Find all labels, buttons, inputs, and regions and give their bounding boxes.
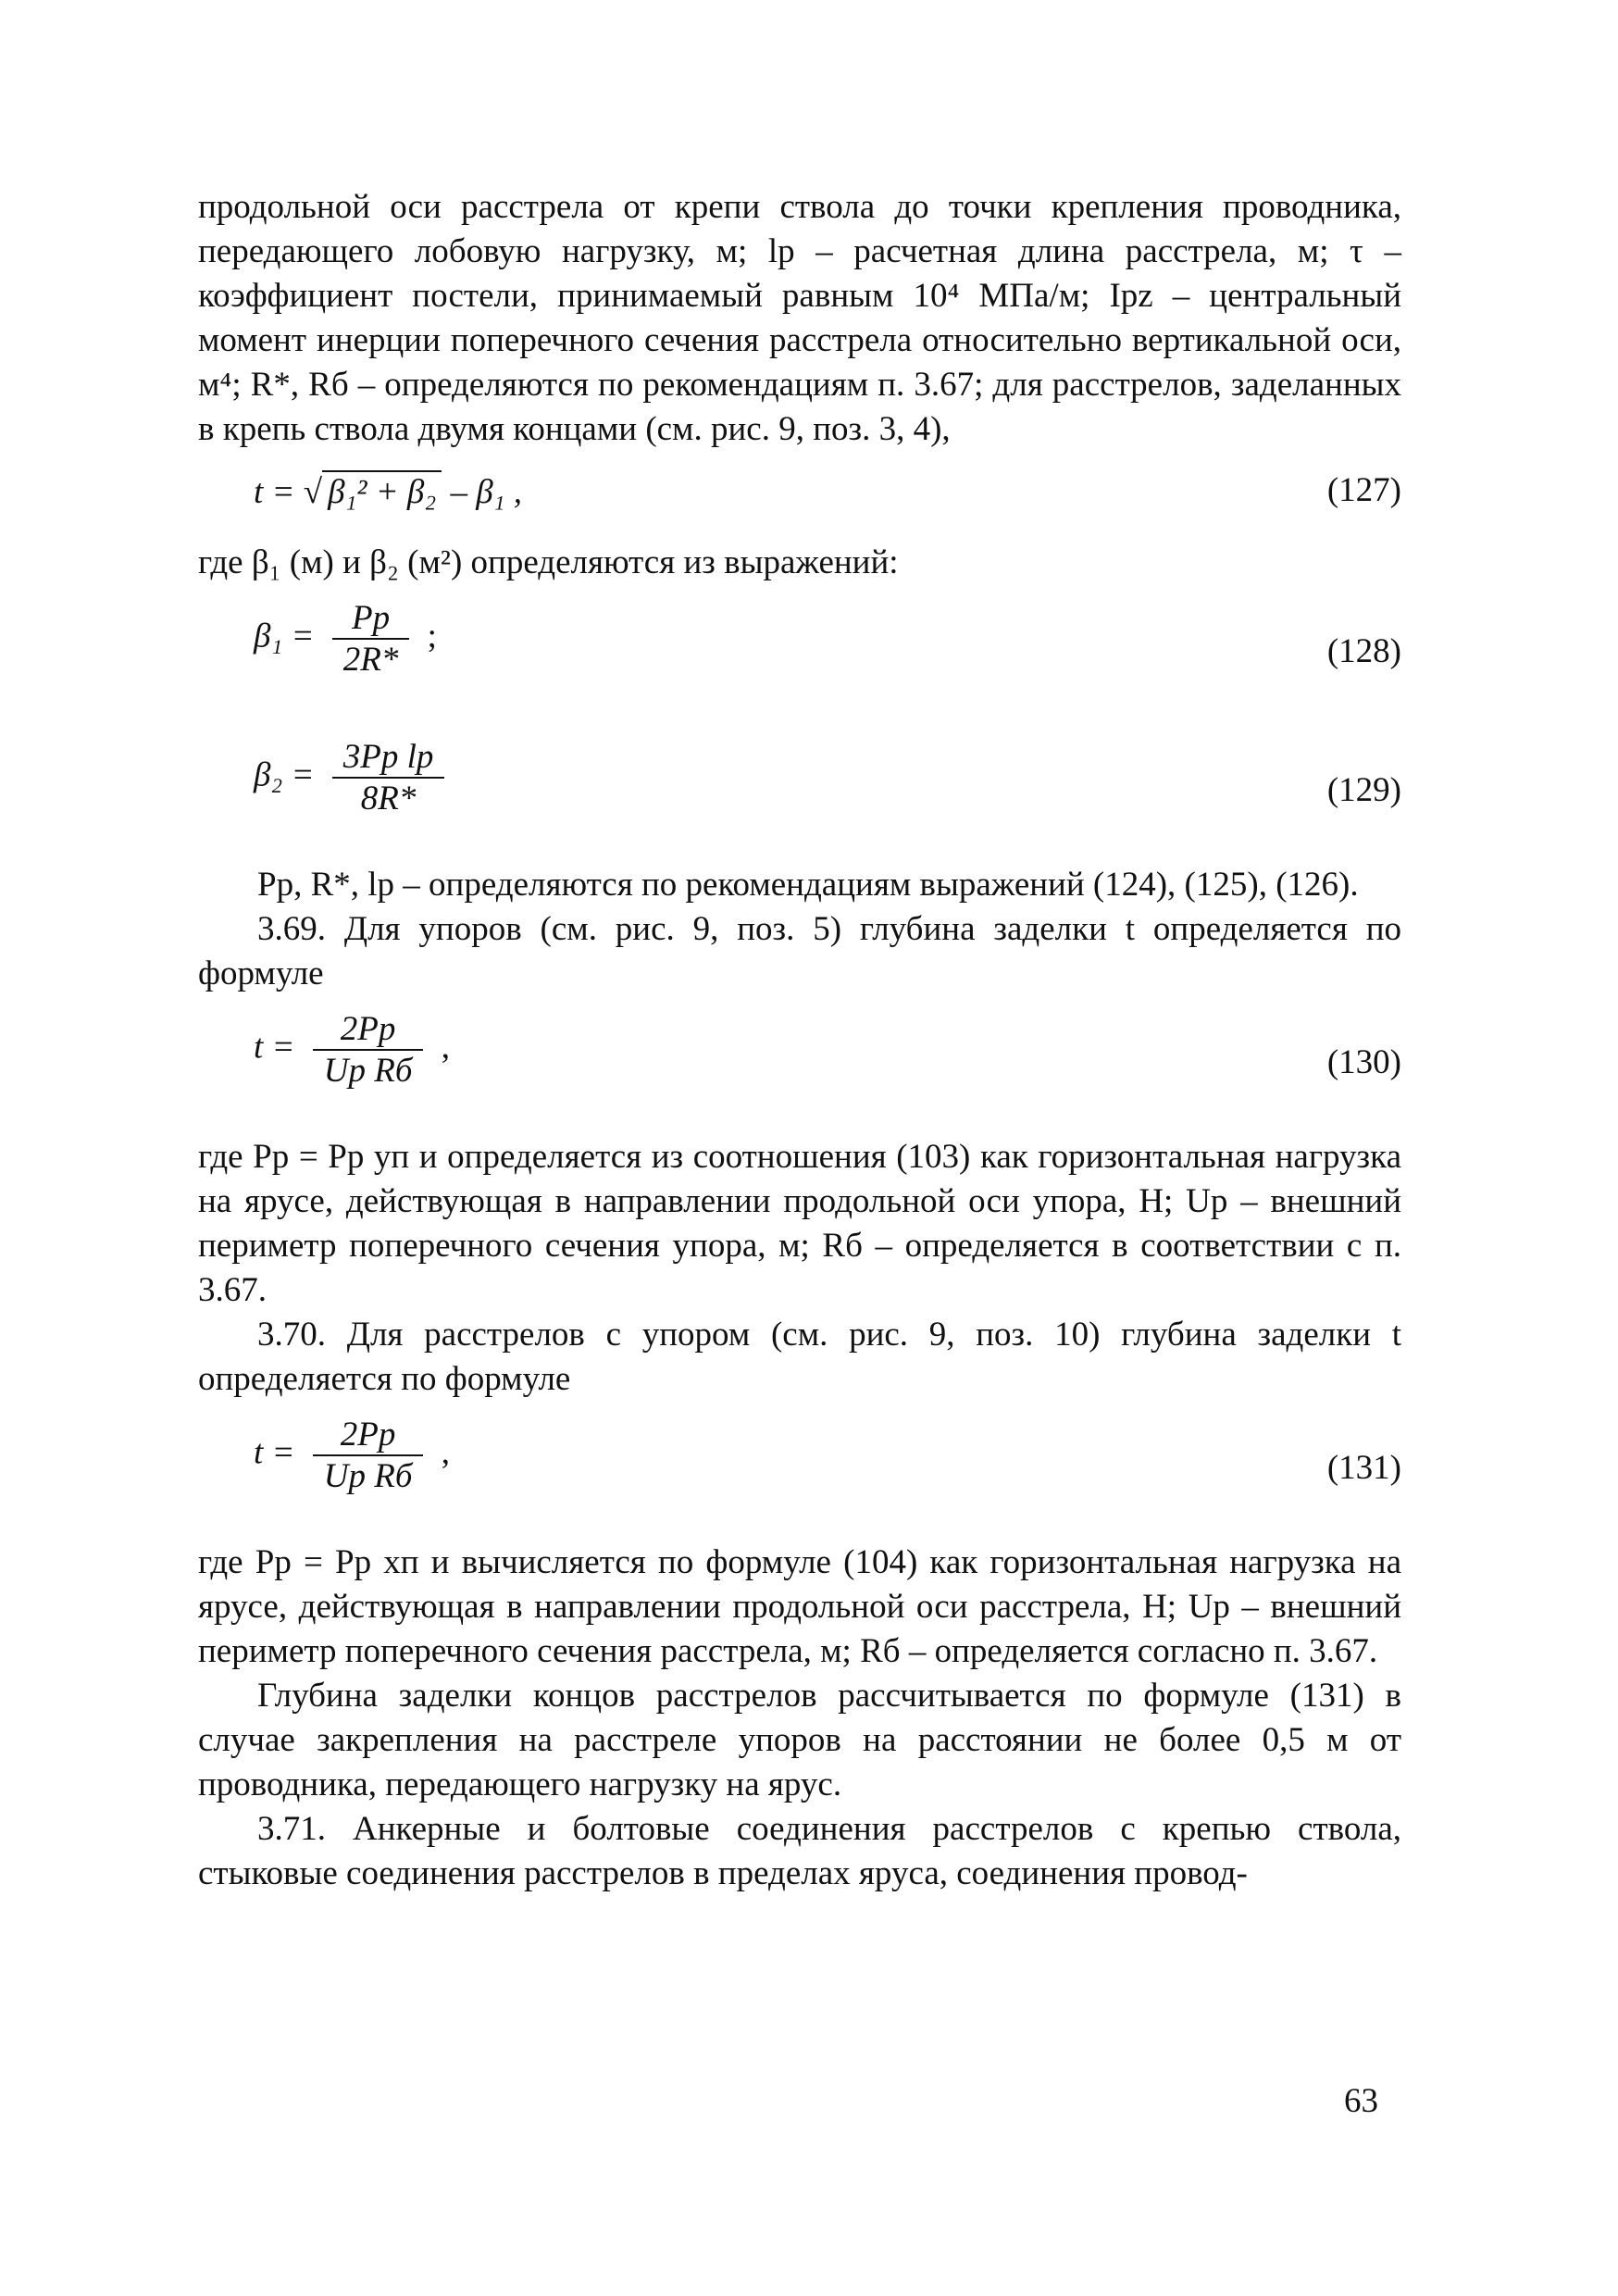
page-number: 63 <box>1344 2082 1378 2120</box>
equation-lhs: t = <box>254 1028 295 1067</box>
fraction <box>332 598 410 680</box>
numerator: Pр <box>352 599 391 637</box>
fraction <box>332 737 445 818</box>
sqrt-content: β₁² + β₂ <box>322 470 442 512</box>
paragraph: 3.71. Анкерные и болтовые соединения расстрелов с крепью ствола, стыковые соединения расстрелов в пределах яруса, соединения провод- <box>198 1810 1401 1892</box>
equation-tail: , <box>441 1433 450 1472</box>
paragraph: Глубина заделки концов расстрелов рассчитывается по формуле (131) в случае закрепления на расстреле упоров на расстоянии не более 0,5 м от проводника, передающего нагрузку на ярус. <box>198 1677 1401 1803</box>
equation-127 <box>198 452 1401 541</box>
equation-lhs: β₂ = <box>254 755 315 794</box>
paragraph: продольной оси расстрела от крепи ствола до точки крепления проводника, передающего лобовую нагрузку, м; lр – расчетная длина расстрела, м; τ – коэффициент постели, принимаемый равным 10⁴ МПа/м; Ipz – центральный момент инерции поперечного сечения расстрела относительно вертикальной оси, м⁴; R*, Rб – определяются по рекомендациям п. 3.67; для расстрелов, заделанных в крепь ствола двумя концами (см. рис. 9, поз. 3, 4), <box>198 188 1401 448</box>
numerator: 2Pр <box>340 1010 396 1048</box>
equation-number: (130) <box>1326 1043 1401 1081</box>
equation-number: (131) <box>1326 1449 1401 1487</box>
paragraph: Pр, R*, lр – определяются по рекомендациям выражений (124), (125), (126). <box>257 866 1359 904</box>
paragraph: где Pр = Pр уп и определяется из соотношения (103) как горизонтальная нагрузка на ярусе, действующая в направлении продольной оси упора, Н; Uр – внешний периметр поперечного сечения упора, м; Rб – определяется в соответствии с п. 3.67. <box>198 1138 1401 1309</box>
page-content <box>198 185 1401 1896</box>
equation-number: (128) <box>1326 632 1401 670</box>
equation-number: (129) <box>1326 771 1401 809</box>
equation-128 <box>198 585 1401 724</box>
paragraph: 3.70. Для расстрелов с упором (см. рис. 9, поз. 10) глубина заделки t определяется по формуле <box>198 1316 1401 1398</box>
equation-130 <box>198 996 1401 1135</box>
equation-tail: , <box>441 1028 450 1067</box>
equation-rest: – β₁ , <box>450 473 523 511</box>
equation-lhs: t = <box>254 473 295 511</box>
fraction <box>313 1415 424 1496</box>
equation-129 <box>198 724 1401 863</box>
sqrt-sign: √ <box>303 473 323 511</box>
equation-131 <box>198 1402 1401 1541</box>
paragraph: 3.69. Для упоров (см. рис. 9, поз. 5) глубина заделки t определяется по формуле <box>198 910 1401 992</box>
equation-lhs: t = <box>254 1433 295 1472</box>
fraction <box>313 1009 424 1091</box>
equation-lhs: β₁ = <box>254 617 315 655</box>
denominator: 8R* <box>332 777 445 818</box>
paragraph: где Pр = Pр хп и вычисляется по формуле (104) как горизонтальная нагрузка на ярусе, действующая в направлении продольной оси расстрела, Н; Uр – внешний периметр поперечного сечения расстрела, м; Rб – определяется согласно п. 3.67. <box>198 1543 1401 1670</box>
paragraph: где β₁ (м) и β₂ (м²) определяются из выражений: <box>198 543 899 581</box>
numerator: 3Pр lр <box>342 738 434 776</box>
numerator: 2Pр <box>340 1416 396 1454</box>
denominator: Uр Rб <box>313 1049 424 1091</box>
equation-tail: ; <box>427 617 437 655</box>
denominator: Uр Rб <box>313 1454 424 1496</box>
equation-number: (127) <box>1326 471 1401 509</box>
denominator: 2R* <box>332 638 410 680</box>
